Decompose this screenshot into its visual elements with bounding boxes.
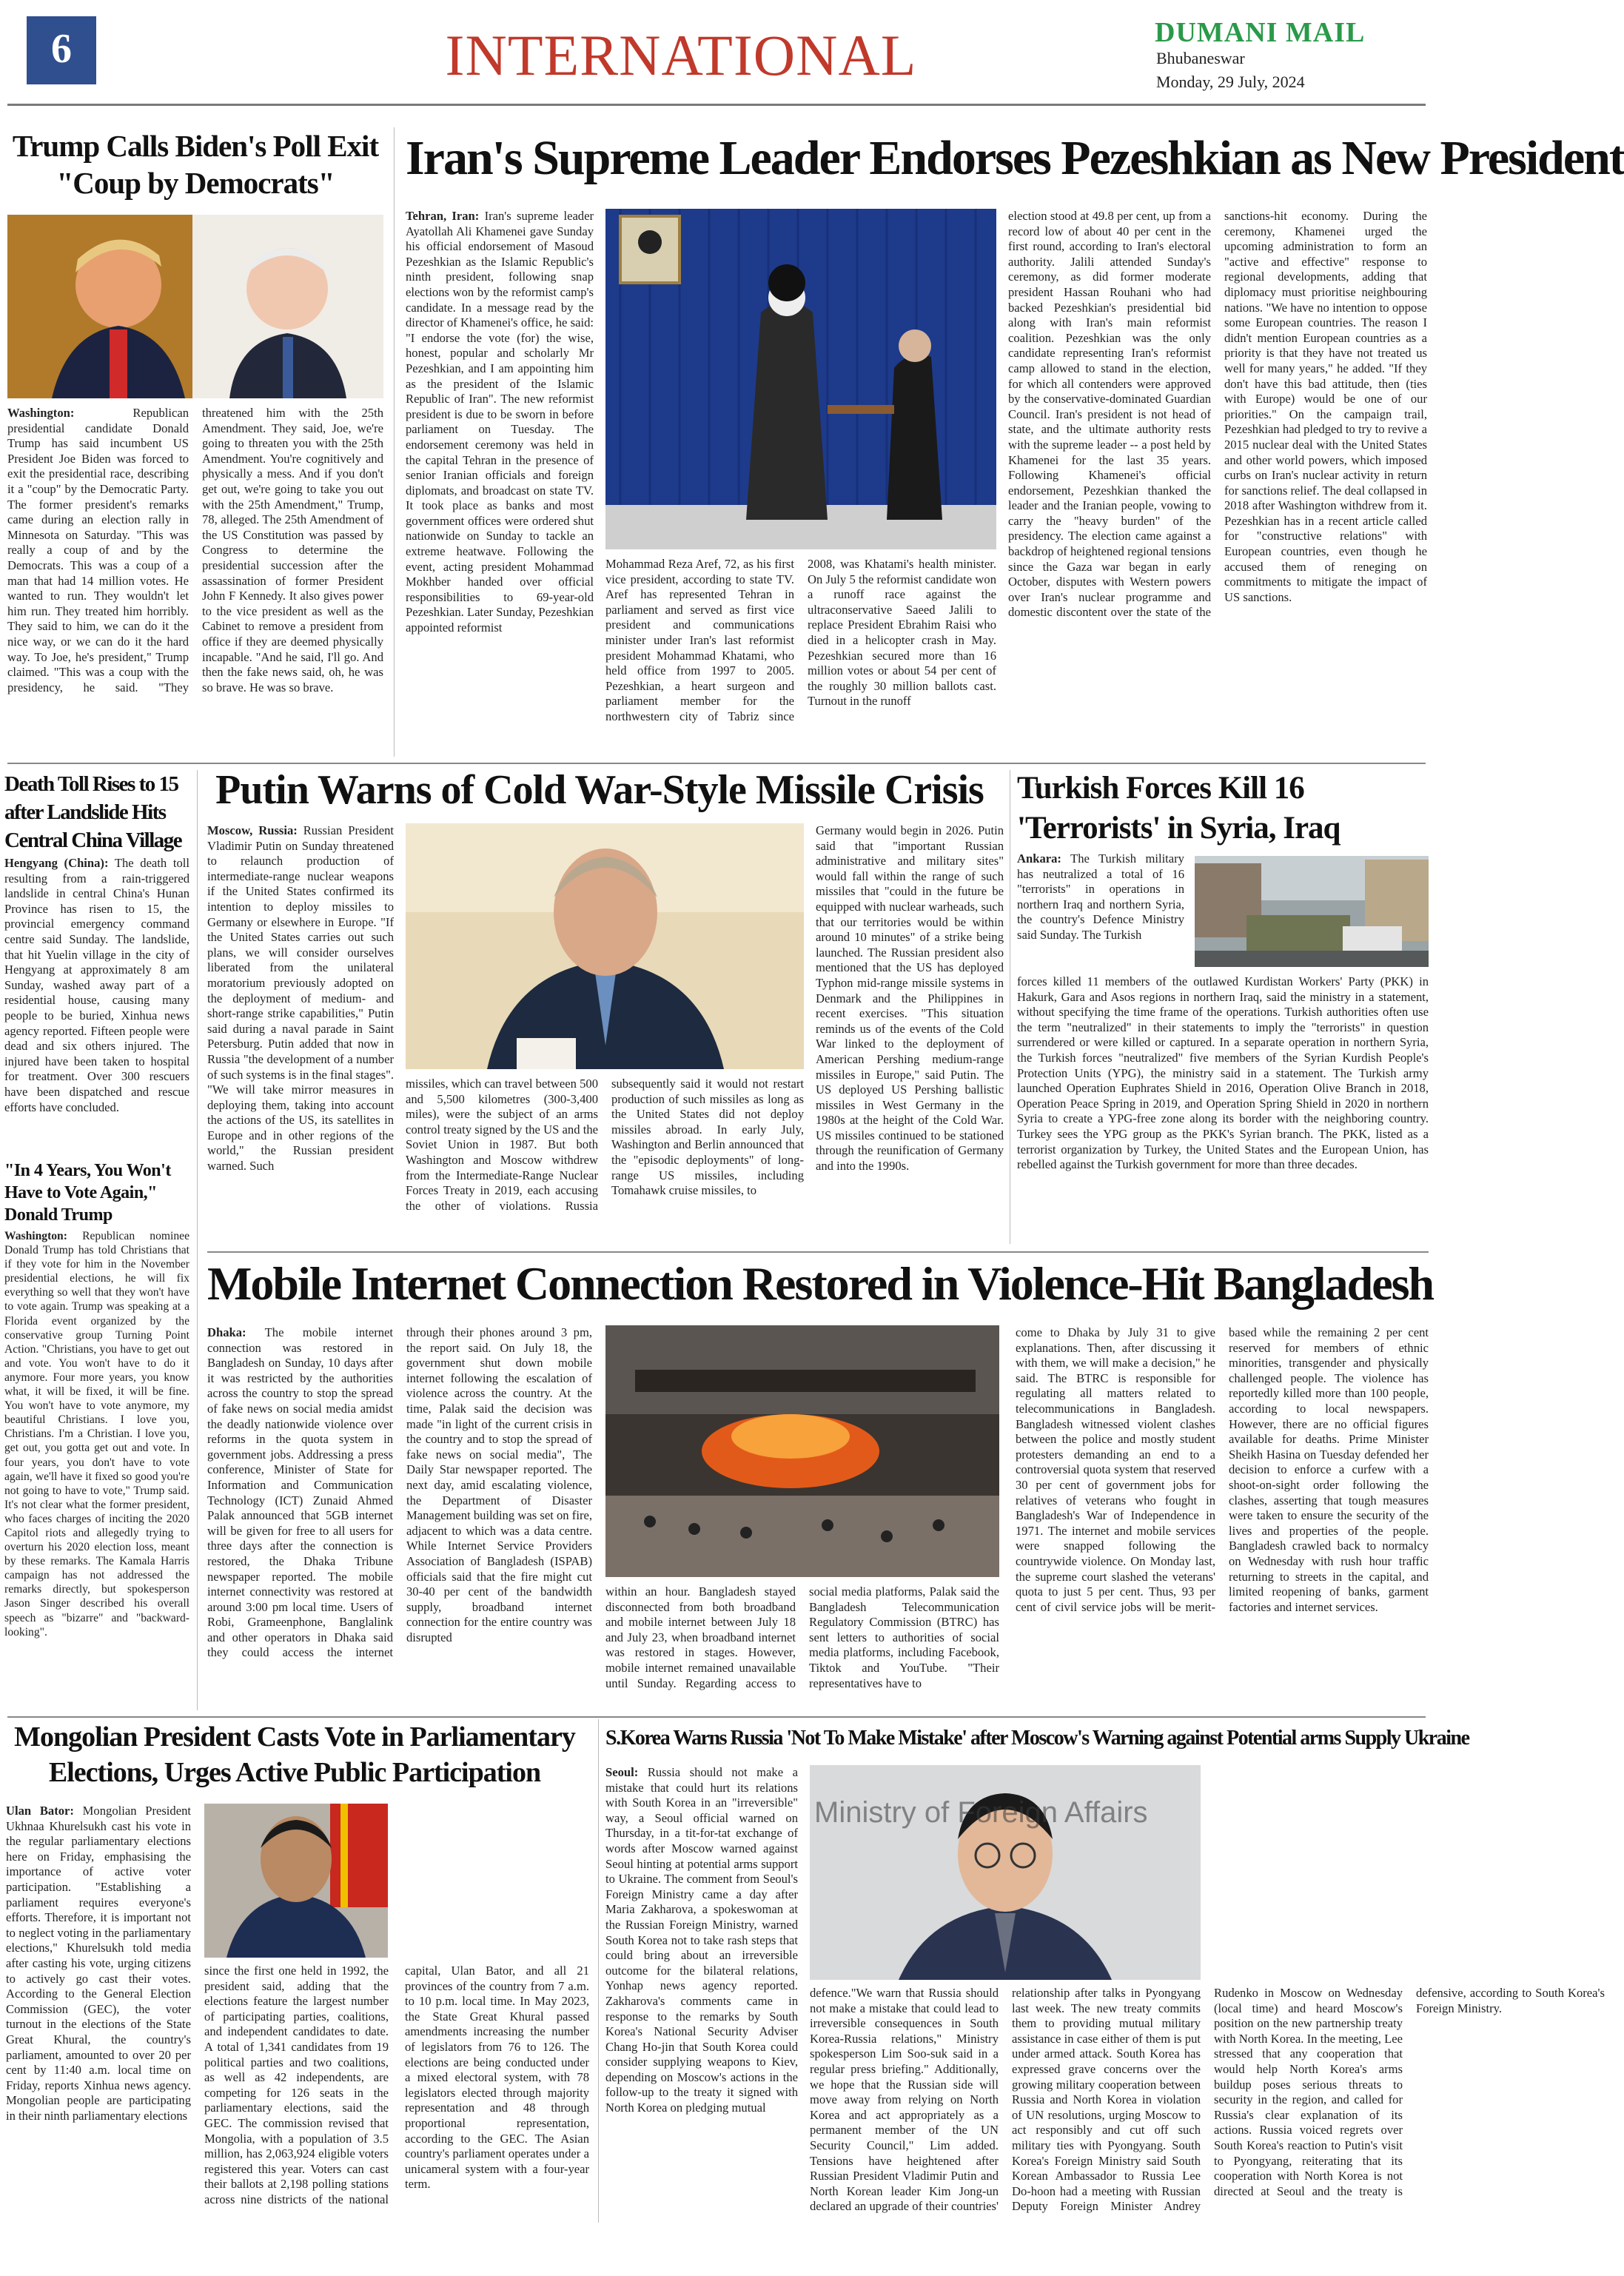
mongolia-col-2: since the first one held in 1992, the president said, adding that the elections feature the largest number of participating parties, coalitions, and independent candidates to date. A total of 1,341 candidates from 19 political parties and two coalitions, as well as 42 independents, are competing for 126 seats in the parliamentary elections, said the GEC. The commission revised that Mongolia, with a population of 3.5 million, has 2,063,924 eligible voters registered this year. Voters can cast their ballots at 2,198 polling stations across nine districts of the national capital, Ulan Bator, and all 21 provinces of the country from 7 a.m. to 10 p.m. local time. In May 2023, the State Great Khural passed amendments increasing the number of legislators from 76 to 126. The elections are being conducted under a mixed electoral system, with 78 legislators elected through majority representation and 48 through proportional representation, according to the GEC. The Asian country's parliament operates under a unicameral system with a four-year term. bbox=[204, 1964, 589, 2206]
mongolia-headline: Mongolian President Casts Vote in Parliamentary Elections, Urges Active Public Participation bbox=[14, 1721, 575, 1788]
iran-col-1 bbox=[406, 209, 594, 755]
landslide-headline: Death Toll Rises to 15 after Landslide Hits Central China Village bbox=[4, 772, 182, 852]
section-title: INTERNATIONAL bbox=[445, 23, 917, 87]
bangladesh-cols-3-4: within an hour. Bangladesh stayed disconnected from both broadband and mobile internet between July 18 and July 23, when broadband internet was restored in stages. However, mobile internet remained unavailable until Sunday. Regarding access to social media platforms, Palak said the Bangladesh Telecommunication Regulatory Commission (BTRC) has sent letters to authorities of social media platforms, including Facebook, Tiktok and YouTube. "Their representatives have to bbox=[605, 1584, 999, 1690]
bangladesh-cols-5-6: come to Dhaka by July 31 to give explanations. Then, after discussing it with them, we will make a decision," he said. The BTRC is responsible for regulating all matters related to telecommunications in Bangladesh. Bangladesh witnessed violent clashes between the police and mostly student protesters demanding an end to a controversial quota system that reserved 30 per cent of government jobs for relatives of veterans who fought in Bangladesh's War of Independence in 1971. The internet and mobile services were snapped following the countrywide violence. On Monday last, the supreme court slashed the veterans' quota to just 5 per cent. Thus, 93 per cent of civil service jobs will be merit-based while the remaining 2 per cent reserved for members of ethnic minorities, transgender and physically challenged people. The violence has reportedly killed more than 100 people, according to local newspapers. However, there are no official figures available for deaths. Prime Minister Sheikh Hasina on Tuesday defended her decision to enforce a curfew with a shoot-on-sight order following the clashes, asserting that tough measures were taken to ensure the security of the lives and properties of the people. Bangladesh crawled back to normalcy on Wednesday with rush hour traffic returning to streets in the capital, and limited reopening of banks, garment factories and internet services. bbox=[1016, 1325, 1429, 1614]
korea-col-5 bbox=[1214, 1765, 1429, 2220]
bangladesh-body1-text: The mobile internet connection was restored in Bangladesh on Sunday, 10 days after it was restricted by the authorities across the country to stop the spread of fake news on social media amidst the deadly nationwide violence over reforms in the quota system in government jobs. Addressing a press conference, Minister of State for Information and Communication Technology (ICT) Zunaid Ahmed Palak announced that 5GB internet will be given for free to all users for three days after the connection is restored, the Dhaka Tribune newspaper reported. The mobile internet connectivity was restored at around 3:00 pm local time. Users of Robi, Grameenphone, Banglalink and other operators in Dhaka said they could access the internet through their phones around 3 pm, the report said. On July 18, the government shut down mobile internet following the escalation of violence across the country. At the time, Palak said the decision was made "in light of the current crisis in the country and to stop the spread of fake news on social media", The Daily Star newspaper reported. The next day, amid escalating violence, the Department of Disaster Management building was set on fire, adjacent to which was a data centre. While Internet Service Providers Association of Bangladesh (ISPAB) officials said that the fire might cut 30-40 per cent of the bandwidth supply, broadband internet connection for the entire country was disrupted bbox=[207, 1325, 592, 1660]
putin-col-1 bbox=[207, 823, 394, 1244]
landslide-dateline: Hengyang (China): bbox=[4, 856, 109, 870]
putin-dateline: Moscow, Russia: bbox=[207, 823, 298, 837]
landslide-body bbox=[4, 856, 189, 1157]
divider bbox=[394, 127, 395, 757]
trump2-dateline: Washington: bbox=[4, 1230, 67, 1242]
korea-headline: S.Korea Warns Russia 'Not To Make Mistake' after Moscow's Warning against Potential arms Supply Ukraine bbox=[605, 1727, 1469, 1750]
korea-dateline: Seoul: bbox=[605, 1765, 639, 1779]
putin-headline: Putin Warns of Cold War-Style Missile Crisis bbox=[215, 767, 984, 813]
trump2-body bbox=[4, 1229, 189, 1710]
masthead-rule bbox=[7, 104, 1426, 106]
putin-col-4: Germany would begin in 2026. Putin said that "important Russian administrative and military sites" would fall within the range of such missiles that "could in the future be equipped with nuclear warheads, such that our territories would be within around 10 minutes" of a strike being launched. The Russian president also mentioned that the US has deployed Typhon mid-range missile systems in Denmark and the Philippines in recent exercises. "This situation reminds us of the events of the Cold War linked to the deployment of American Pershing medium-range missiles in Europe," said Putin. The US deployed US Pershing ballistic missiles in West Germany in the 1980s at the height of the Cold War. US missiles continued to be stationed through the reunification of Germany and into the 1990s. bbox=[816, 823, 1004, 1174]
iran-cols-4-5: election stood at 49.8 per cent, up from a record low of about 40 per cent in the first round, according to Iran's electoral authority. Jalili attended Sunday's ceremony, as did former moderate president Hassan Rouhani who had backed Pezeshkian's presidential bid along with Iran's main reformist coalition. Pezeshkian was the only candidate representing Iran's reformist camp allowed to stand in the election, for which all contenders were approved by the conservative-dominated Guardian Council. Iran's president is not head of state, and the ultimate authority rests with the supreme leader -- a post held by Khamenei for the last 35 years. Following Khamenei's official endorsement, Pezeshkian thanked the leader and the Iranian people, vowing to carry the "heavy burden" of the presidency. The election came against a backdrop of heightened regional tensions since the Gaza war began in early October, disputes with Western powers over Iran's nuclear programme and domestic discontent over the state of the sanctions-hit economy. During the ceremony, Khamenei urged the upcoming administration to form an "active and effective" response to regional developments, adding that diplomacy must prioritise neighbouring nations. "We have no intention to oppose some European countries. The reason I didn't mention European countries as a priority is that they have not treated us well for many years," he added. "If they don't have this bad attitude, then (ties with Europe) would be one of our priorities." On the campaign trail, Pezeshkian had pledged to try to revive a 2015 nuclear deal with the United States and other world powers, which imposed curbs on Iran's nuclear activity in return for sanctions relief. The deal collapsed in 2018 after Washington withdrew from it. Pezeshkian has in a recent article called for "constructive relations" with European countries, even though he accused them of reneging on commitments to mitigate the impact of US sanctions. bbox=[1008, 209, 1427, 620]
trump-headline: Trump Calls Biden's Poll Exit "Coup by Democrats" bbox=[12, 129, 379, 200]
trump-body-text: Republican presidential candidate Donald Trump has said incumbent US President Joe Biden was forced to exit the presidential race, describing it a "coup" by the Democratic Party. The former president's remarks came during an election rally in Minnesota on Saturday. "This was really a coup of and by the Democrats. This was a coup of a man that had 14 million votes. He wanted to run. They wouldn't let him run. They treated him horribly. They said to him, we can do it the nice way, or we can do it the hard way. To Joe, he's president," Trump claimed. "This was a coup with the presidency, he said. "They threatened him with the 25th Amendment. They said, Joe, we're going to threaten you with the 25th Amendment. You're cognitively and physically a mess. And if you don't get out, we're going to take you out with the 25th Amendment," Trump, 78, alleged. The 25th Amendment of the US Constitution was passed by Congress to determine the presidential succession after the assassination of former President John F Kennedy. It also gives power to the vice president as well as the Cabinet to remove a president from office if they are deemed physically incapable. "And he said, I'll go. And then the fake news said, oh, he was so brave. He was so brave. bbox=[7, 406, 383, 694]
iran-col-2: Mohammad Reza Aref, 72, as his first vice president, according to state TV. Aref has represented Tehran in parliament and served as first vice president and communications minister under Iran's last reformist president Mohammad Khatami, who held office from 1997 to 2005. Pezeshkian, a heart surgeon and parliament member for the northwestern city of Tabriz since 2008, was Khatami's health minister. On July 5 the reformist candidate won a runoff race against the ultraconservative Saeed Jalili to replace President Ebrahim Raisi who died in a helicopter crash in May. Pezeshkian secured more than 16 million votes or about 54 per cent of the roughly 30 million ballots cast. Turnout in the runoff bbox=[605, 557, 996, 723]
khamenei-pezeshkian-photo bbox=[605, 209, 996, 549]
divider bbox=[598, 1719, 599, 2223]
bangladesh-fire-photo bbox=[605, 1325, 999, 1577]
landslide-body-text: The death toll resulting from a rain-triggered landslide in central China's Hunan Province has risen to 15, the provincial emergency command centre said Sunday. The landslide, that hit Yuelin village in the city of Hengyang at approximately 8 am Sunday, washed away part of a residential house, causing many people to be buried, Xinhua news agency reported. Fifteen people were dead and six others injured. The injured have been taken to hospital for treatment. Over 300 rescuers have been dispatched and rescue efforts have concluded. bbox=[4, 856, 189, 1114]
trump-biden-photo bbox=[7, 215, 383, 398]
turkey-headline: Turkish Forces Kill 16 'Terrorists' in Syria, Iraq bbox=[1017, 771, 1341, 846]
paper-name: DUMANI MAIL bbox=[1155, 17, 1366, 48]
ministry-sign: Ministry of Foreign Affairs bbox=[814, 1796, 1148, 1829]
turkish-forces-photo bbox=[1195, 856, 1429, 967]
iran-headline: Iran's Supreme Leader Endorses Pezeshkian as New President bbox=[406, 131, 1624, 185]
mongolia-dateline: Ulan Bator: bbox=[6, 1804, 74, 1818]
city: Bhubaneswar bbox=[1156, 49, 1245, 67]
mongolia-body1-text: Mongolian President Ukhnaa Khurelsukh cast his vote in the regular parliamentary elections here on Friday, emphasising the importance of active voter participation. "Establishing a parliament requires everyone's efforts. Therefore, it is important not to neglect voting in the parliamentary elections," Khurelsukh told media after casting his vote, urging citizens to actively go cast their votes. According to the General Election Commission (GEC), the voter turnout in the elections of the State Great Khural, the country's parliament, amounted to over 20 per cent by 11:40 a.m. local time on Friday, reports Xinhua news agency. Mongolian people are participating in their ninth parliamentary elections bbox=[6, 1804, 191, 2123]
bangladesh-cols-1-2 bbox=[207, 1325, 592, 1710]
trump2-headline: "In 4 Years, You Won't Have to Vote Again," Donald Trump bbox=[4, 1161, 171, 1225]
turkey-body1-text: The Turkish military has neutralized a total of 16 "terrorists" in operations in northern Iraq and northern Syria, the country's Defence Ministry said Sunday. The Turkish bbox=[1017, 851, 1184, 942]
trump-body bbox=[7, 406, 383, 752]
korea-col-1 bbox=[605, 1765, 798, 2220]
divider bbox=[197, 770, 198, 1710]
bangladesh-dateline: Dhaka: bbox=[207, 1325, 246, 1339]
page-number: 6 bbox=[51, 26, 72, 72]
turkey-col-1 bbox=[1017, 851, 1184, 977]
putin-cols-2-3: missiles, which can travel between 500 and 5,500 kilometres (300-3,400 miles), were the subject of an arms control treaty signed by the US and the Soviet Union in 1987. But both Washington and Moscow withdrew from the Intermediate-Range Nuclear Forces Treaty in 2019, each accusing the other of violations. Russia subsequently said it would not restart production of such missiles as long as the United States did not deploy missiles abroad. In early July, Washington and Berlin announced that the "episodic deployments" of long-range US missiles, including Tomahawk cruise missiles, to bbox=[406, 1077, 804, 1213]
divider bbox=[207, 1251, 1429, 1253]
mongolia-col-1 bbox=[6, 1804, 191, 2220]
mongolian-president-photo bbox=[204, 1804, 388, 1958]
korea-cols-2-4: defence."We warn that Russia should not make a mistake that could lead to irreversible consequences in South Korea-Russia relations," Ministry spokesperson Lim Soo-suk said in a regular press briefing." Additionally, we hope that the Russian side will move away from relying on North Korea and act appropriately as a permanent member of the UN Security Council," Lim added. Tensions have heightened after Russian President Vladimir Putin and North Korean leader Kim Jong-un declared an upgrade of their countries' relationship after talks in Pyongyang last week. The new treaty commits them to providing mutual military assistance in case either of them is put under armed attack. South Korea has expressed grave concerns over the growing military cooperation between Russia and North Korea in violation of UN resolutions, urging Moscow to act responsibly and cut off such military ties with Pyongyang. South Korea's Foreign Ministry said South Korean Ambassador to Russia Lee Do-hoon had a meeting with Russian Deputy Foreign Minister Andrey Rudenko in Moscow on Wednesday (local time) and heard Moscow's position on the new partnership treaty with North Korea. In the meeting, Lee stressed that any cooperation that would help North Korea's arms buildup poses serious threats to security in the region, and called for Russia's clear explanation of its actions. Russia voiced regrets over South Korea's reaction to Putin's visit to Pyongyang, reiterating that its cooperation with North Korea is not directed at Seoul and the treaty is defensive, according to South Korea's Foreign Ministry. bbox=[810, 1986, 1605, 2214]
bangladesh-headline: Mobile Internet Connection Restored in Violence-Hit Bangladesh bbox=[207, 1257, 1434, 1310]
turkey-dateline: Ankara: bbox=[1017, 851, 1061, 866]
trump-dateline: Washington: bbox=[7, 406, 75, 420]
issue-date: Monday, 29 July, 2024 bbox=[1156, 73, 1305, 91]
putin-photo bbox=[406, 823, 804, 1069]
iran-body1-text: Iran's supreme leader Ayatollah Ali Khamenei gave Sunday his official endorsement of Masoud Pezeshkian as the Islamic Republic's ninth president, following snap elections won by the reformist camp's candidate. In a message read by the director of Khamenei's office, he said: "I endorse the vote (for) the wise, honest, popular and scholarly Mr Pezeshkian, and I am appointing him as the president of the Islamic Republic of Iran". The new reformist president is due to be sworn in before parliament on Tuesday. The endorsement ceremony was held in the capital Tehran in the presence of senior Iranian officials and foreign diplomats, and broadcast on state TV. It took place as banks and most government offices were ordered shut nationwide on Sunday to tackle an extreme heatwave. Following the event, acting president Mohammad Mokhber handed over official responsibilities to 69-year-old Pezeshkian. Later Sunday, Pezeshkian appointed reformist bbox=[406, 209, 594, 635]
trump2-body-text: Republican nominee Donald Trump has told Christians that if they vote for him in the November presidential elections, he will fix everything so well that they won't have to vote again. Trump was speaking at a Florida event organized by the conservative group Turning Point Action. "Christians, you have to get out and vote. You won't have to do it anymore. Four more years, you know what, it will be fixed, it will be fine. You won't have to vote anymore, my beautiful Christians. I love you, Christians. I'm a Christian. I love you, get out, you gotta get out and vote. In four years, you don't have to vote again, we'll have it fixed so good you're not going to have to vote," Trump said. It's not clear what the former president, who faces charges of inciting the 2020 Capitol riots and allegedly trying to overturn his 2020 election loss, meant by these remarks. The Kamala Harris campaign has not addressed the remarks directly, but spokesperson Jason Singer described his overall speech as "bizarre" and "backward-looking". bbox=[4, 1230, 189, 1639]
putin-body1-text: Russian President Vladimir Putin on Sunday threatened to relaunch production of intermediate-range nuclear weapons if the United States confirmed its intention to deploy missiles to Germany or elsewhere in Europe. "If the United States carries out such plans, we will consider ourselves liberated from the unilateral moratorium previously adopted on the deployment of medium- and short-range strike capabilities," Putin said during a naval parade in Saint Petersburg. Putin added that now in Russia "the development of a number of such systems is in the final stages". "We will take mirror measures in deploying them, taking into account the actions of the US, its satellites in Europe and in other regions of the world," the Russian president warned. Such bbox=[207, 823, 394, 1174]
korea-body1-text: Russia should not make a mistake that could hurt its relations with South Korea in an "irreversible" way, a Seoul official warned on Thursday, in a tit-for-tat exchange of words after Moscow warned against Seoul hinting at potential arms support to Ukraine. The comment from Seoul's Foreign Ministry came a day after Maria Zakharova, a spokeswoman at the Russian Foreign Ministry, warned South Korea not to take rash steps that could bring about an irreversible outcome for the bilateral relations, Yonhap news agency reported. Zakharova's comments came in response to the remarks by South Korea's National Security Adviser Chang Ho-jin that South Korea could consider supplying weapons to Kiev, depending on Moscow's actions in the follow-up to the treaty it signed with North Korea on pledging mutual bbox=[605, 1765, 798, 2115]
iran-dateline: Tehran, Iran: bbox=[406, 209, 480, 223]
turkey-body: forces killed 11 members of the outlawed Kurdistan Workers' Party (PKK) in Hakurk, Gara and Asos regions in northern Iraq, said the ministry in a statement, without specifying the time frame of the operations. Turkish authorities often use the term "neutralized" in their statements to imply the "terrorists" in question surrendered or were killed or captured. In a separate operation in northern Syria, the Turkish forces "neutralized" five members of the Syrian Kurdish People's Protection Units (YPG), the ministry said in a statement. The Turkish army launched Operation Euphrates Shield in 2016, Operation Olive Branch in 2018, Operation Peace Spring in 2019, and Operation Spring Shield in 2020 in northern Syria to create a YPG-free zone along its border with the neighboring country. Turkey sees the YPG group as the PKK's Syrian branch. The PKK, listed as a terrorist organization by Turkey, the United States and the European Union, has rebelled against the Turkish government for more than three decades. bbox=[1017, 974, 1429, 1172]
divider bbox=[7, 1716, 1426, 1718]
